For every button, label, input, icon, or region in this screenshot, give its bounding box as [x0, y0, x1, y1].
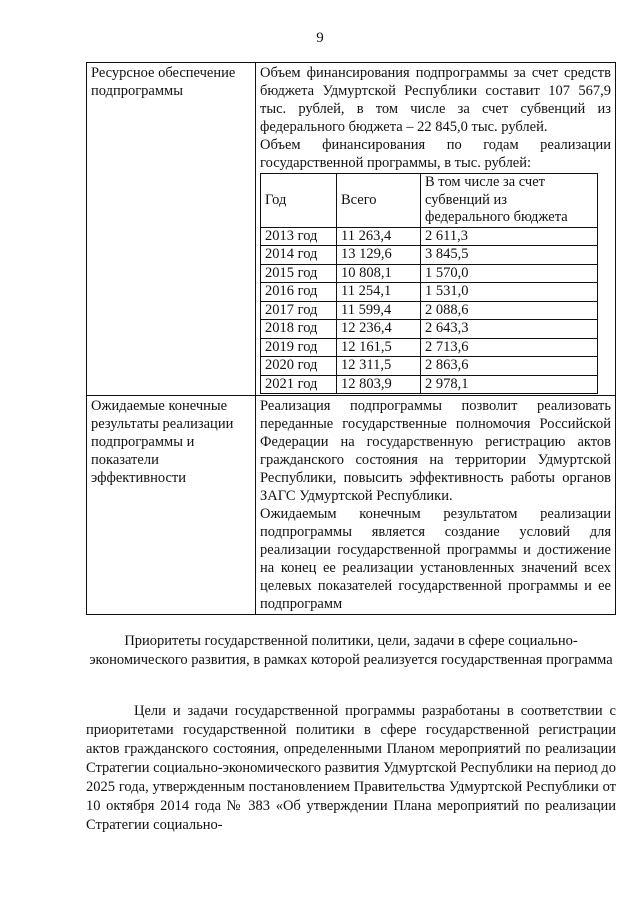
- year-cell: 2014 год: [261, 246, 337, 265]
- total-cell: 12 803,9: [337, 375, 421, 394]
- year-cell: 2013 год: [261, 227, 337, 246]
- funding-table-row: [261, 375, 598, 394]
- funding-table-row: [261, 338, 598, 357]
- total-cell: 11 254,1: [337, 283, 421, 302]
- year-cell: 2020 год: [261, 357, 337, 376]
- federal-cell: 3 845,5: [421, 246, 598, 265]
- year-cell: 2015 год: [261, 264, 337, 283]
- resources-row: [87, 63, 616, 396]
- federal-cell: 1 531,0: [421, 283, 598, 302]
- year-cell: 2019 год: [261, 338, 337, 357]
- results-label: Ожидаемые конечные результаты реализации подпрограммы и показатели эффективности: [87, 396, 256, 615]
- page-number: 9: [316, 30, 324, 46]
- results-text-1: Реализация подпрограммы позволит реализовать переданные государственные полномочия Российской Федерации на государственную регистрацию актов гражданского состояния на территории Удмуртской Республики, повысить эффективность работы органов ЗАГС Удмуртской Республики.: [260, 398, 611, 504]
- funding-table-row: [261, 283, 598, 302]
- resources-text-1: Объем финансирования подпрограммы за счет средств бюджета Удмуртской Республики составит 107 567,9 тыс. рублей, в том числе за счет субвенций из федерального бюджета – 22 845,0 тыс. рублей.: [260, 65, 611, 135]
- funding-table-body: [261, 227, 598, 394]
- federal-cell: 2 611,3: [421, 227, 598, 246]
- year-cell: 2016 год: [261, 283, 337, 302]
- funding-table-row: [261, 246, 598, 265]
- column-header-total: Всего: [337, 174, 421, 228]
- section-heading: Приоритеты государственной политики, цели, задачи в сфере социально-экономического развития, в рамках которой реализуется государственная программа: [89, 633, 613, 668]
- funding-table-row: [261, 320, 598, 339]
- federal-cell: 2 088,6: [421, 301, 598, 320]
- results-content: [256, 396, 616, 615]
- funding-table-row: [261, 264, 598, 283]
- results-row: [87, 396, 616, 615]
- column-header-year: Год: [261, 174, 337, 228]
- results-text-2: Ожидаемым конечным результатом реализации подпрограммы является создание условий для реализации государственной программы и достижение на конец ее реализации установленных значений всех целевых показателей государственной программы и ее подпрограмм: [260, 506, 611, 612]
- funding-table-row: [261, 357, 598, 376]
- funding-table-row: [261, 227, 598, 246]
- funding-table-header: [261, 174, 598, 228]
- year-cell: 2021 год: [261, 375, 337, 394]
- resources-text-2: Объем финансирования по годам реализации государственной программы, в тыс. рублей:: [260, 137, 611, 171]
- federal-cell: 2 978,1: [421, 375, 598, 394]
- total-cell: 11 263,4: [337, 227, 421, 246]
- total-cell: 13 129,6: [337, 246, 421, 265]
- total-cell: 10 808,1: [337, 264, 421, 283]
- year-cell: 2017 год: [261, 301, 337, 320]
- funding-by-year-table: [260, 173, 598, 394]
- total-cell: 12 311,5: [337, 357, 421, 376]
- passport-table: [86, 62, 616, 615]
- federal-cell: 1 570,0: [421, 264, 598, 283]
- federal-cell: 2 713,6: [421, 338, 598, 357]
- column-header-federal: В том числе за счет субвенций из федерального бюджета: [421, 174, 598, 228]
- total-cell: 11 599,4: [337, 301, 421, 320]
- resources-content: [256, 63, 616, 396]
- total-cell: 12 236,4: [337, 320, 421, 339]
- body-paragraph: Цели и задачи государственной программы разработаны в соответствии с приоритетами государственной политики в сфере государственной регистрации актов гражданского состояния, определенными Планом мероприятий по реализации Стратегии социально-экономического развития Удмуртской Республики на период до 2025 года, утвержденным постановлением Правительства Удмуртской Республики от 10 октября 2014 года № 383 «Об утверждении Плана мероприятий по реализации Стратегии социально-: [86, 703, 616, 833]
- total-cell: 12 161,5: [337, 338, 421, 357]
- funding-table-row: [261, 301, 598, 320]
- federal-cell: 2 863,6: [421, 357, 598, 376]
- year-cell: 2018 год: [261, 320, 337, 339]
- federal-cell: 2 643,3: [421, 320, 598, 339]
- resources-label: Ресурсное обеспечение подпрограммы: [87, 63, 256, 396]
